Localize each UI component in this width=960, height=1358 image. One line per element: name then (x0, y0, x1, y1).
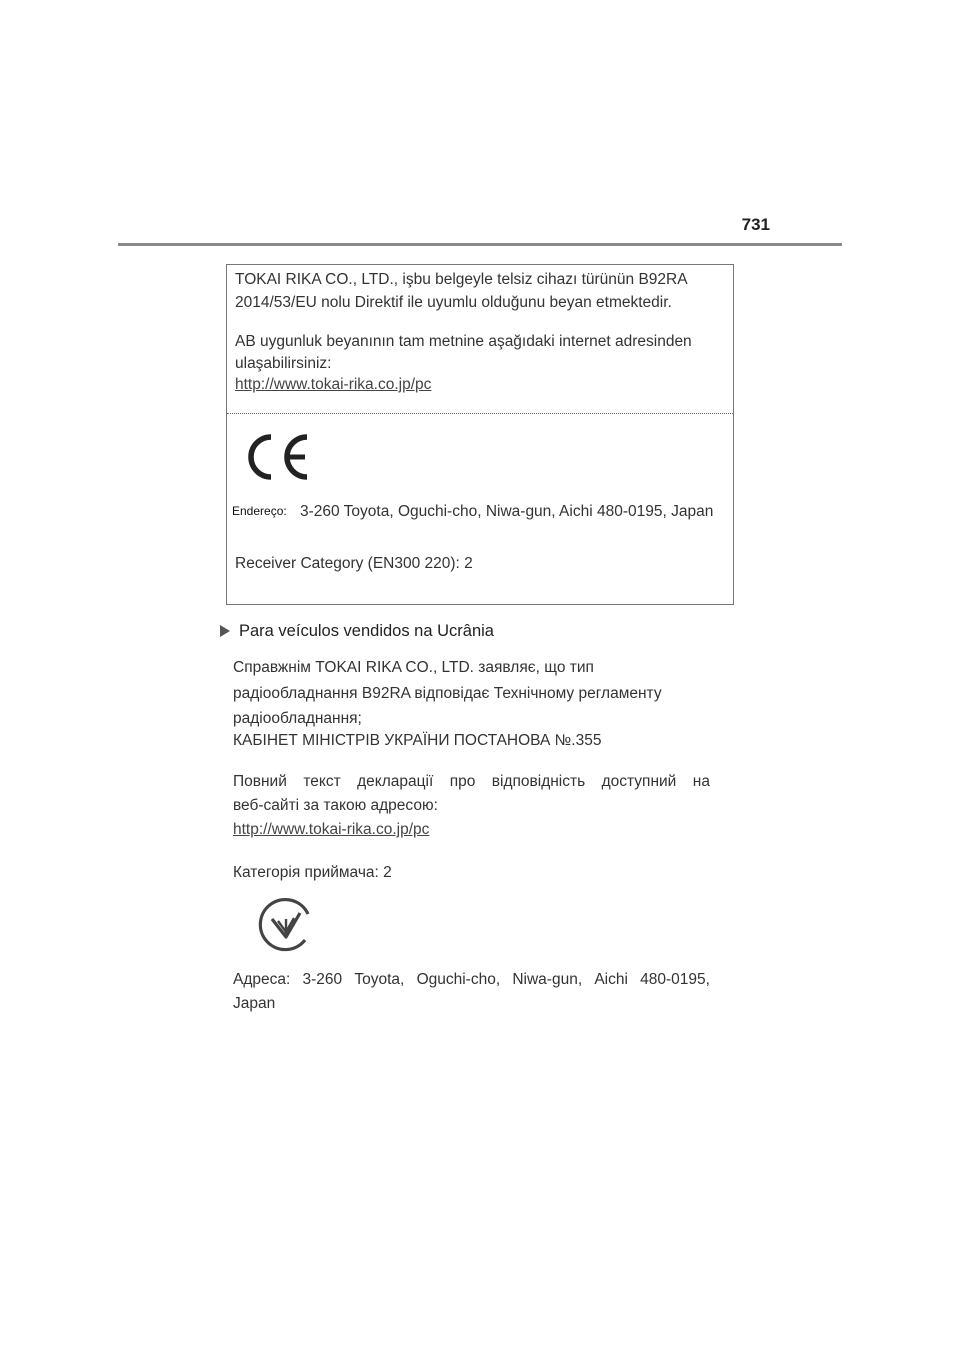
word: 480-0195, (640, 971, 710, 988)
page-number: 731 (741, 215, 770, 234)
address-text: 3-260 Toyota, Oguchi-cho, Niwa-gun, Aichi 480-0195, Japan (300, 503, 714, 520)
word: Aichi (594, 971, 628, 988)
turkish-declaration-box (226, 264, 734, 605)
ua-declaration-line-2: веб-сайті за такою адресою: (233, 797, 438, 814)
ua-line-1: Справжнім TOKAI RIKA CO., LTD. заявляє, що тип (233, 659, 594, 676)
word: про (449, 773, 476, 790)
receiver-category: Receiver Category (EN300 220): 2 (235, 555, 473, 572)
declaration-line-1: TOKAI RIKA CO., LTD., işbu belgeyle telsiz cihazı türünün B92RA (235, 271, 688, 288)
triangle-bullet-icon (220, 625, 230, 637)
ua-url-link[interactable]: http://www.tokai-rika.co.jp/pc (233, 821, 430, 838)
heading-text: Para veículos vendidos na Ucrânia (239, 622, 494, 640)
word: Oguchi-cho, (416, 971, 501, 988)
ua-line-4: КАБІНЕТ МІНІСТРІВ УКРАЇНИ ПОСТАНОВА №.355 (233, 732, 602, 749)
declaration-line-2: 2014/53/EU nolu Direktif ile uyumlu olduğunu beyan etmektedir. (235, 294, 672, 311)
ua-receiver-category: Категорія приймача: 2 (233, 864, 392, 881)
ua-declaration-paragraph (233, 770, 710, 842)
word: декларації (357, 773, 434, 790)
address-label: Endereço: (232, 504, 287, 518)
word: Адреса: (233, 971, 291, 988)
word: доступний (601, 773, 677, 790)
box-top-section (227, 265, 733, 413)
word: відповідність (491, 773, 586, 790)
ukraine-section-heading (220, 622, 494, 641)
word: текст (303, 773, 341, 790)
ua-line-2: радіообладнання B92RA відповідає Технічному регламенту (233, 685, 662, 702)
box-divider (227, 413, 733, 414)
ukraine-conformity-mark-icon (258, 897, 314, 953)
word: 3-260 (302, 971, 343, 988)
word: Toyota, (354, 971, 405, 988)
word: на (692, 773, 710, 790)
declaration-url-link[interactable]: http://www.tokai-rika.co.jp/pc (235, 376, 432, 393)
ua-declaration-line-1 (233, 770, 710, 794)
declaration-line-4: ulaşabilirsiniz: (235, 355, 332, 372)
ua-address-paragraph (233, 968, 710, 1016)
declaration-line-3: AB uygunluk beyanının tam metnine aşağıdaki internet adresinden (235, 333, 692, 350)
word: Повний (233, 773, 287, 790)
header-rule (118, 243, 842, 246)
ce-mark-icon (241, 431, 313, 483)
ua-line-3: радіообладнання; (233, 710, 362, 727)
ua-address-line-1 (233, 968, 710, 992)
ua-address-line-2: Japan (233, 995, 276, 1012)
word: Niwa-gun, (512, 971, 583, 988)
